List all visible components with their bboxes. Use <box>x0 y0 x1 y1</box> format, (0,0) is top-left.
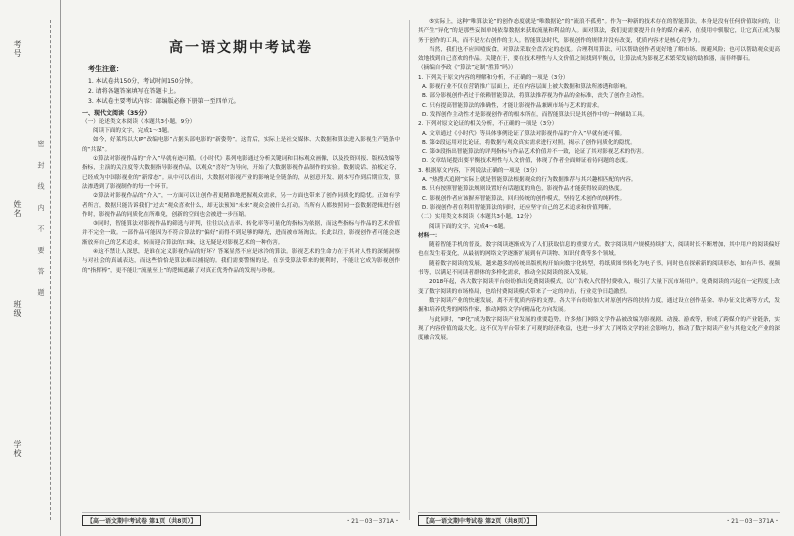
question-option: B. 部分影视创作者过于依赖智能算法，将算法推荐视为作品的金标准，丧失了创作主动性。 <box>422 93 648 100</box>
notice-item: 2. 请将各题答案填写在答题卡上。 <box>88 87 180 95</box>
question-option: C. 影视创作者应该摒弃智能算法，回归传统的创作模式，坚持艺术创作的纯粹性。 <box>422 195 626 202</box>
question-option: A. 影视行业不仅在营销推广层面上，还在内容层面上被大数据和算法所渗透和影响。 <box>422 84 631 91</box>
instruction: 阅读下面的文字，完成1～3题。 <box>93 128 173 135</box>
question-option: D. 影视创作者在利用智能算法的同时，还应坚守自己的艺术追求和价值判断。 <box>422 204 615 211</box>
school-label: 学校 <box>13 440 22 458</box>
page2-footer <box>418 512 780 527</box>
footer-code: ・21－03－371A・ <box>345 517 400 525</box>
question-option: B. 只有按照智能算法规则设置好有话题度的角色，影视作品才能获得较高的热度。 <box>422 186 626 193</box>
footer-code: ・21－03－371A・ <box>725 517 780 525</box>
page-divider <box>409 20 410 520</box>
notice-item: 3. 本试卷主要考试内容：部编版必修下册第一至四单元。 <box>88 97 240 105</box>
notice-item: 1. 本试卷共150分，考试时间150分钟。 <box>88 77 197 85</box>
paragraph: 2018年起，各大数字阅读平台纷纷推出免费阅读模式，以广告收入代替付费收入，吸引了大量下沉市场用户。免费阅读的兴起在一定程度上改变了数字阅读的市场格局，也给付费阅读模式带来了一定的冲击，行业竞争日趋激烈。 <box>418 279 780 295</box>
subsection-heading: （一）论述类文本阅读（本题共3小题，9分） <box>82 118 196 125</box>
paragraph: ④这不禁让人深思，是谁在定义影视作品的好坏？答案显然不应是冰冷的算法。影视艺术的生命力在于其对人性的深刻洞察与对社会的真诚表达，而这些恰恰是算法难以捕捉的。我们需要警惕的是，在享受算法带来的便利时，不能让它成为影视创作的“指挥棒”，更不能让“流量至上”的逻辑遮蔽了对真正优秀作品的发现与珍视。 <box>82 249 400 274</box>
question-option: B. 第②段运用对比论证，将数据与观众真实需求进行对照，揭示了创作同质化的隐忧。 <box>422 139 636 146</box>
paragraph: ②算法对影视作品的“介入”，一方面可以让创作者更精准地把握观众需求，另一方面也带来了创作同质化的隐忧。正如有学者所言，数据只能告诉我们“过去”观众喜欢什么，却无法预知“未来”观众会被什么打动。当所有人都按照同一套数据逻辑进行创作时，影视作品的同质化在所难免，创新的空间也会被进一步压缩。 <box>82 193 400 218</box>
paragraph: ⑤实际上，这种“唯算法论”的创作态度就是“唯数据论”的“流浪不孤勇”。作为一种新的技术存在的智能算法，本身是没有任何价值取向的，让其产生“异化”的是那些妄图单纯依靠数据来获取流量和利益的人。面对算法，我们更需要提升自身的媒介素养，在使用中驯服它，让它真正成为服务于创作的工具，而不是左右创作的主人。智能算法时代，影视创作的规律并没有改变，优质内容才是核心竞争力。 <box>418 19 780 44</box>
name-label: 姓名 <box>13 200 22 218</box>
seal-line-text: 密 封 线 内 不 要 答 题 <box>37 140 45 302</box>
page2-column <box>418 18 780 343</box>
question-stem: 1. 下列关于原文内容的理解和分析，不正确的一项是（3分） <box>418 74 569 81</box>
paragraph: 数字阅读产业的快速发展，离不开优质内容的支撑。各大平台纷纷加大对原创内容的扶持力度，通过设立创作基金、举办征文比赛等方式，发掘和培养优秀的网络作家，推动网络文学向精品化方向发展。 <box>418 297 780 314</box>
instruction: 阅读下面的文字，完成4～6题。 <box>429 223 509 230</box>
material-heading: 材料一： <box>418 232 441 239</box>
question-option: C. 只有提高智能算法的准确性，才能让影视作品兼顾市场与艺术的需求。 <box>422 102 603 109</box>
exam-no-label: 考号 <box>13 40 22 58</box>
question-stem: 2. 下列对原文论证的相关分析，不正确的一项是（3分） <box>418 121 558 128</box>
paragraph: 当然，我们也不应因噎废食，对算法采取全盘否定的态度。合理利用算法，可以帮助创作者更好地了解市场、规避风险；也可以帮助观众更高效地找到自己喜欢的作品。关键在于，要在技术理性与人文价值之间找到平衡点，让算法成为影视艺术繁荣发展的助推器，而非绊脚石。 <box>418 46 780 63</box>
section-heading: 一、现代文阅读（35分） <box>82 109 151 117</box>
paragraph: 与此同时，“IP化”成为数字阅读产业发展的重要趋势。许多热门网络文学作品被改编为影视剧、动漫、游戏等，形成了跨媒介的产业链条，实现了内容价值的最大化。这不仅为平台带来了可观的经济收益，也进一步扩大了网络文学的社会影响力，推动了数字阅读产业与其他文化产业的深度融合发展。 <box>418 316 780 342</box>
seal-dash-line <box>50 20 51 520</box>
question-option: C. 第③段指出智能算法的评判指标与作品艺术价值并不一致，论证了其对影视艺术的伤害。 <box>422 149 648 156</box>
paragraph: 随着数字阅读的发展，越来越多的传统出版机构开始向数字化转型，将纸质图书转化为电子书，同时也在探索新的阅读形态，如有声书、视频书等，以满足不同读者群体的多样化需求，推动全民阅读的深入发展。 <box>418 260 780 277</box>
footer-label: 【高一语文期中考试卷 第2页（共8页）】 <box>418 515 537 526</box>
question-option: D. 发挥创作主动性才是影视创作者的根本所在，而智能算法只是其创作中的一种辅助工具。 <box>422 111 649 118</box>
paragraph: 随着智能手机的普及，数字阅读逐渐成为了人们获取信息的重要方式。数字阅读用户规模持续扩大，阅读时长不断增加，其中用户的阅读偏好也在发生着变化，从最初的网络文学逐渐扩展到有声读物、知识付费等多个领域。 <box>418 242 780 258</box>
page-title: 高一语文期中考试卷 <box>169 40 313 56</box>
paragraph: ①算法对影视作品的“介入”早就有迹可循。《小时代》系列电影通过分析关键词和目标观众画像，以及投资回报、版权改编等指标，主演的关注度等大数据指导影视作品，以观众“喜好”为导向，开始了大数据影视作品制作的实验。数据说话、拍板定夺，已经成为中国影视业的“新常态”。从中可以看出，大数据对影视产业的影响是全链条的，从创意开发、剧本写作到后期宣发，算法渗透到了影视制作的每一个环节。 <box>82 156 400 190</box>
notice-heading: 考生注意： <box>88 65 123 74</box>
class-label: 班级 <box>13 300 22 318</box>
question-option: A. “热搜式追剧”实际上就是智能算法根据观众的行为数据推荐与其兴趣相匹配的内容。 <box>422 177 637 184</box>
question-option: D. 文章结尾提出要平衡技术理性与人文价值，体现了作者全面辩证看待问题的态度。 <box>422 158 632 165</box>
subsection-heading: （二）实用类文本阅读（本题共3小题，12分） <box>418 214 535 221</box>
page1-column <box>82 18 400 276</box>
binding-margin <box>0 0 61 536</box>
question-stem: 3. 根据原文内容，下列说法正确的一项是（3分） <box>418 167 541 174</box>
paragraph: 如今，好莱坞以大IP“改编电影”占据头部电影的“新姿势”。这背后，实际上是社交媒体、大数据和算法进入影视生产链条中的“共谋”。 <box>82 137 400 153</box>
question-option: A. 文章通过《小时代》等具体事例论证了算法对影视作品的“介入”早就有迹可循。 <box>422 130 626 137</box>
footer-label: 【高一语文期中考试卷 第1页（共8页）】 <box>82 515 201 526</box>
paragraph: ③同时，智能算法对影视作品的筛选与评判，往往以点击率、转化率等可量化的指标为依据，而这些指标与作品的艺术价值并不完全一致。一部作品可能因为不符合算法的“偏好”而得不到足够的曝光，进而被市场淘汰。长此以往，影视创作者可能会逐渐放弃自己的艺术追求，转而迎合算法的口味，这无疑是对影视艺术的一种伤害。 <box>82 221 400 246</box>
citation: （摘编自李政《“算法”定制“胜算”吗》） <box>418 65 517 72</box>
page1-footer <box>82 512 400 527</box>
